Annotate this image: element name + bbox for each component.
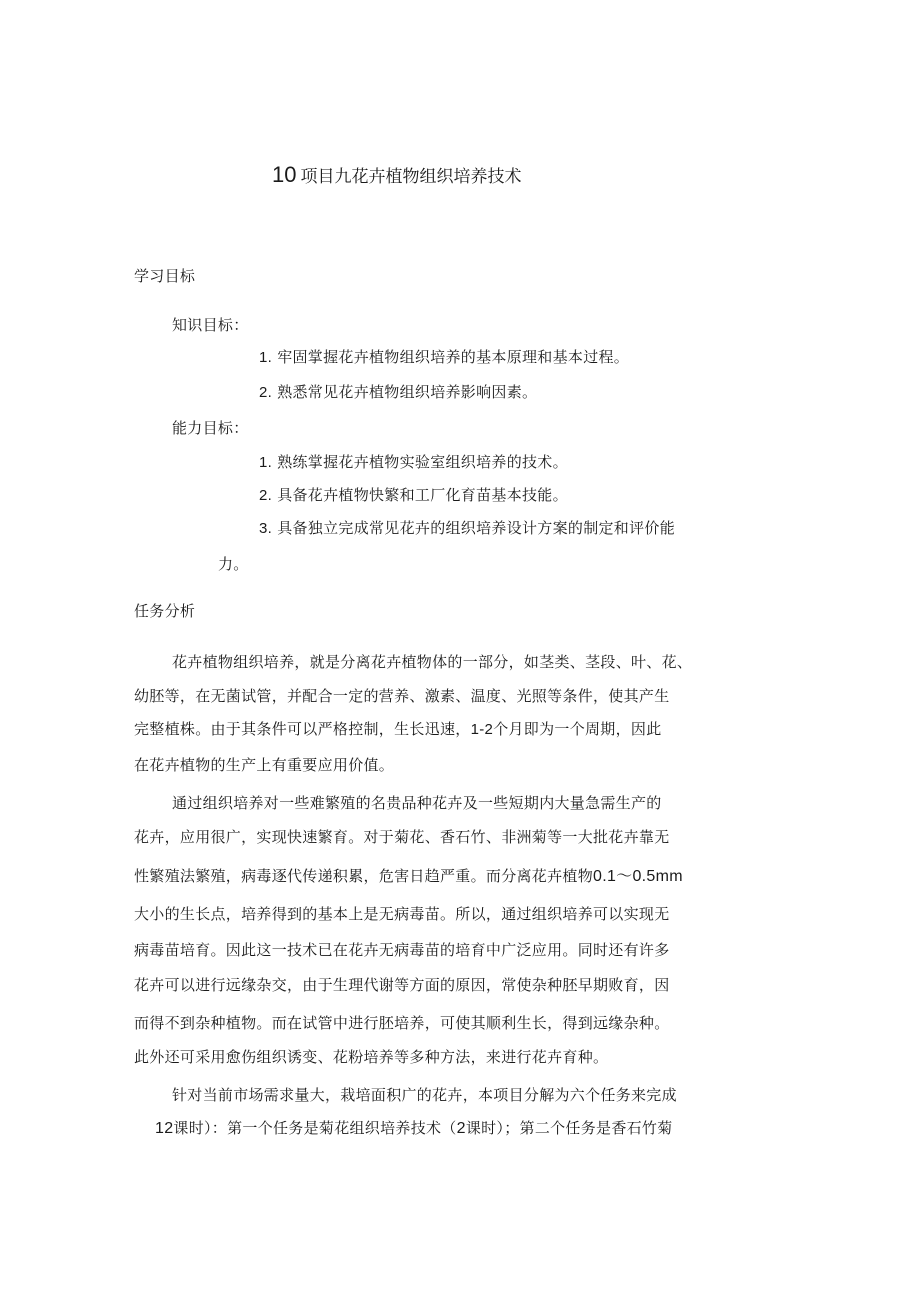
knowledge-goal-item: 1. 牢固掌握花卉植物组织培养的基本原理和基本过程。	[259, 348, 630, 366]
ability-goals-label: 能力目标：	[172, 419, 249, 437]
paragraph-line: 花卉可以进行远缘杂交，由于生理代谢等方面的原因，常使杂种胚早期败育，因	[134, 976, 670, 994]
paragraph-line: 完整植株。由于其条件可以严格控制，生长迅速，1-2个月即为一个周期，因此	[134, 720, 662, 738]
paragraph-line: 此外还可采用愈伤组织诱变、花粉培养等多种方法，来进行花卉育种。	[134, 1048, 609, 1066]
title-number: 10	[272, 162, 297, 187]
ability-goal-item: 3. 具备独立完成常见花卉的组织培养设计方案的制定和评价能	[259, 519, 676, 537]
knowledge-goal-item: 2. 熟悉常见花卉植物组织培养影响因素。	[259, 383, 538, 401]
paragraph-line: 在花卉植物的生产上有重要应用价值。	[134, 756, 395, 774]
section-heading-learning-goals: 学习目标	[134, 267, 196, 285]
paragraph-line: 而得不到杂种植物。而在试管中进行胚培养，可使其顺利生长，得到远缘杂种。	[134, 1014, 670, 1032]
section-heading-task-analysis: 任务分析	[134, 602, 196, 620]
title-text: 项目九花卉植物组织培养技术	[300, 167, 522, 187]
paragraph-line: 花卉植物组织培养，就是分离花卉植物体的一部分，如茎类、茎段、叶、花、	[172, 653, 693, 671]
paragraph-line: 通过组织培养对一些难繁殖的名贵品种花卉及一些短期内大量急需生产的	[172, 794, 662, 812]
paragraph-line: 病毒苗培育。因此这一技术已在花卉无病毒苗的培育中广泛应用。同时还有许多	[134, 941, 670, 959]
paragraph-line: 大小的生长点，培养得到的基本上是无病毒苗。所以，通过组织培养可以实现无	[134, 905, 670, 923]
paragraph-line: 12课时）：第一个任务是菊花组织培养技术（2课时）；第二个任务是香石竹菊	[155, 1119, 673, 1137]
ability-goal-item: 1. 熟练掌握花卉植物实验室组织培养的技术。	[259, 453, 568, 471]
ability-goal-item: 2. 具备花卉植物快繁和工厂化育苗基本技能。	[259, 486, 568, 504]
paragraph-line: 性繁殖法繁殖，病毒逐代传递积累，危害日趋严重。而分离花卉植物0.1～0.5mm	[134, 867, 683, 885]
knowledge-goals-label: 知识目标：	[172, 316, 249, 334]
ability-goal-continuation: 力。	[218, 555, 249, 573]
document-title	[272, 162, 521, 190]
paragraph-line: 幼胚等，在无菌试管，并配合一定的营养、激素、温度、光照等条件，使其产生	[134, 687, 670, 705]
paragraph-line: 针对当前市场需求量大，栽培面积广的花卉，本项目分解为六个任务来完成	[172, 1086, 677, 1104]
paragraph-line: 花卉，应用很广，实现快速繁育。对于菊花、香石竹、非洲菊等一大批花卉靠无	[134, 828, 670, 846]
